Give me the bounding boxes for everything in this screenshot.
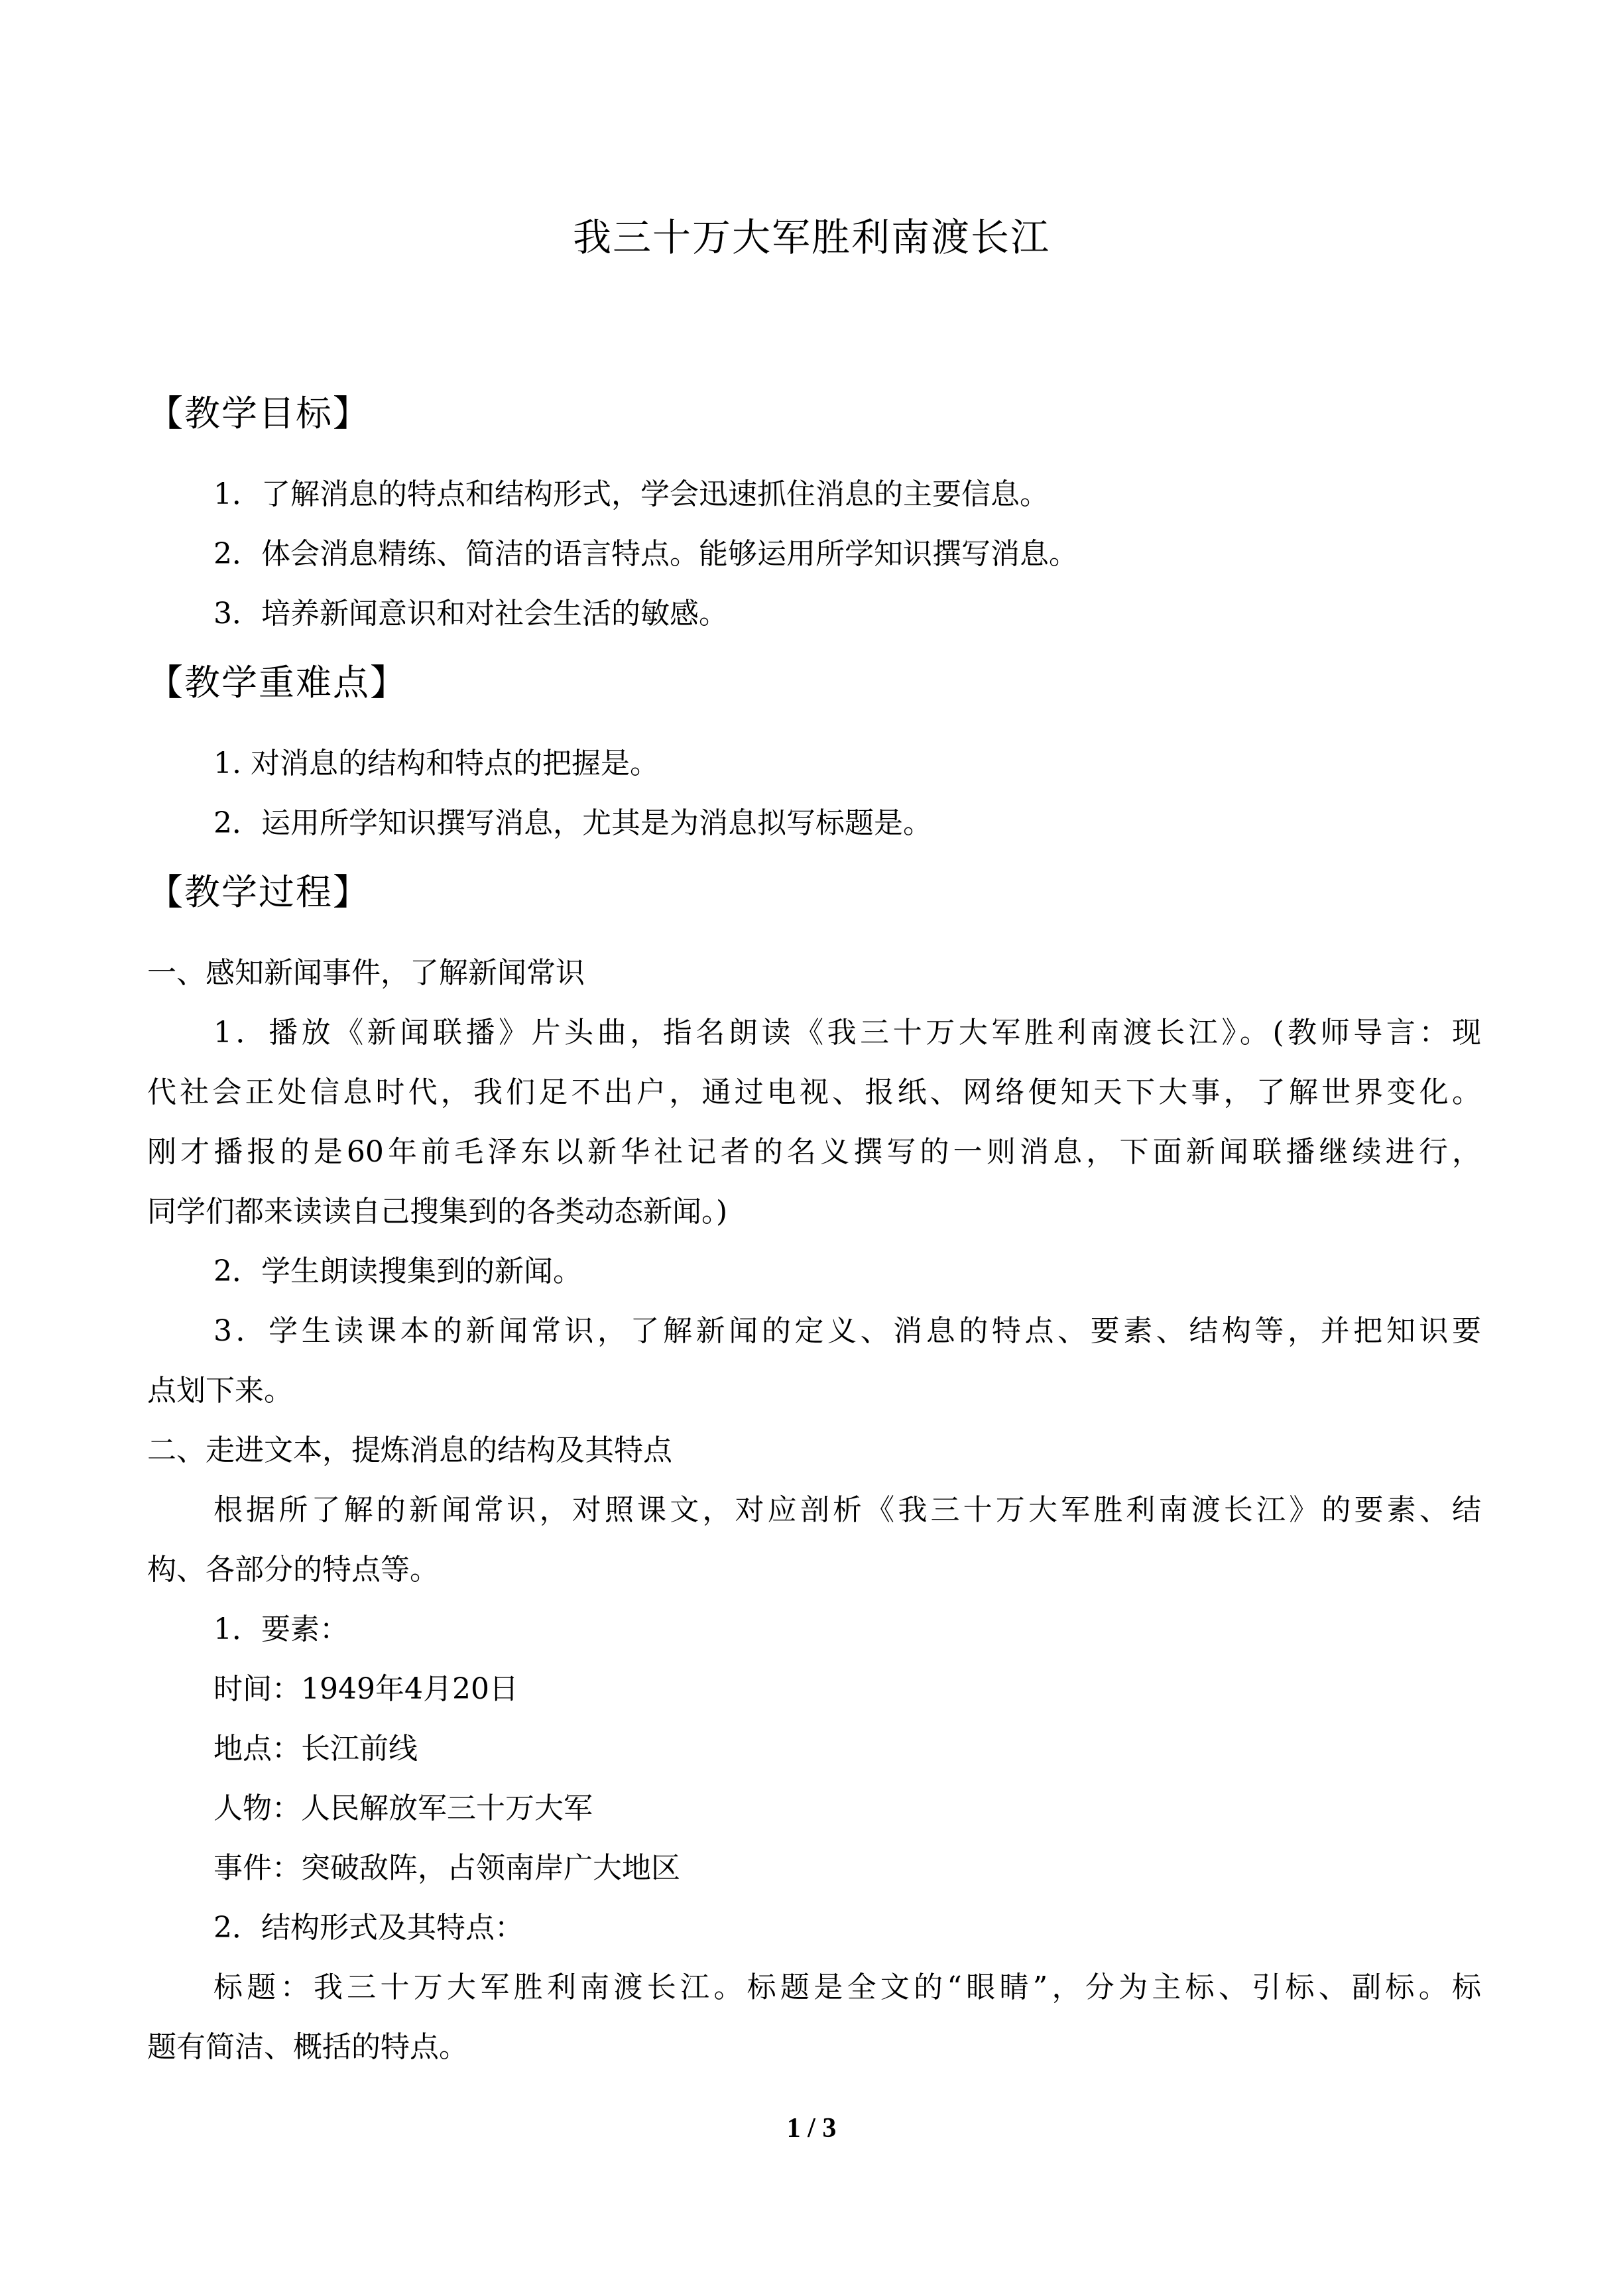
process-p3-line-1: 3．学生读课本的新闻常识，了解新闻的定义、消息的特点、要素、结构等，并把知识要 bbox=[213, 1314, 1481, 1348]
key-point-item-2: 2．运用所学知识撰写消息，尤其是为消息拟写标题是。 bbox=[213, 806, 932, 840]
structure-title: 2．结构形式及其特点： bbox=[213, 1911, 524, 1945]
element-people: 人物：人民解放军三十万大军 bbox=[213, 1791, 593, 1825]
process-p1-line-1: 1．播放《新闻联播》片头曲，指名朗读《我三十万大军胜利南渡长江》。(教师导言：现 bbox=[213, 1016, 1481, 1050]
process-part2-title: 二、走进文本，提炼消息的结构及其特点 bbox=[147, 1433, 672, 1467]
process-intro-line-2: 构、各部分的特点等。 bbox=[147, 1553, 439, 1587]
element-place: 地点：长江前线 bbox=[213, 1732, 418, 1766]
process-p1-line-4: 同学们都来读读自己搜集到的各类动态新闻。) bbox=[147, 1195, 728, 1229]
objective-item-3: 3．培养新闻意识和对社会生活的敏感。 bbox=[213, 597, 728, 631]
section-heading-process: 【教学过程】 bbox=[147, 871, 370, 913]
document-title: 我三十万大军胜利南渡长江 bbox=[572, 215, 1050, 260]
section-heading-key-points: 【教学重难点】 bbox=[147, 662, 407, 703]
section-heading-objectives: 【教学目标】 bbox=[147, 393, 370, 434]
page-number: 1 / 3 bbox=[786, 2113, 837, 2144]
element-event: 事件：突破敌阵，占领南岸广大地区 bbox=[213, 1851, 680, 1885]
process-part1-title: 一、感知新闻事件，了解新闻常识 bbox=[147, 956, 585, 990]
process-p1-line-3: 刚才播报的是60年前毛泽东以新华社记者的名义撰写的一则消息，下面新闻联播继续进行， bbox=[147, 1135, 1481, 1169]
process-intro-line-1: 根据所了解的新闻常识，对照课文，对应剖析《我三十万大军胜利南渡长江》的要素、结 bbox=[213, 1493, 1481, 1527]
headline-line-1: 标题：我三十万大军胜利南渡长江。标题是全文的“眼睛”，分为主标、引标、副标。标 bbox=[213, 1970, 1481, 2004]
process-p3-line-2: 点划下来。 bbox=[147, 1374, 293, 1408]
elements-title: 1．要素： bbox=[213, 1612, 349, 1646]
key-point-item-1: 1. 对消息的结构和特点的把握是。 bbox=[213, 747, 659, 780]
headline-line-2: 题有简洁、概括的特点。 bbox=[147, 2030, 468, 2064]
objective-item-1: 1．了解消息的特点和结构形式，学会迅速抓住消息的主要信息。 bbox=[213, 477, 1049, 511]
process-p2: 2．学生朗读搜集到的新闻。 bbox=[213, 1254, 582, 1288]
objective-item-2: 2．体会消息精练、简洁的语言特点。能够运用所学知识撰写消息。 bbox=[213, 537, 1078, 571]
process-p1-line-2: 代社会正处信息时代，我们足不出户，通过电视、报纸、网络便知天下大事，了解世界变化。 bbox=[147, 1075, 1481, 1109]
element-time: 时间：1949年4月20日 bbox=[213, 1672, 518, 1706]
